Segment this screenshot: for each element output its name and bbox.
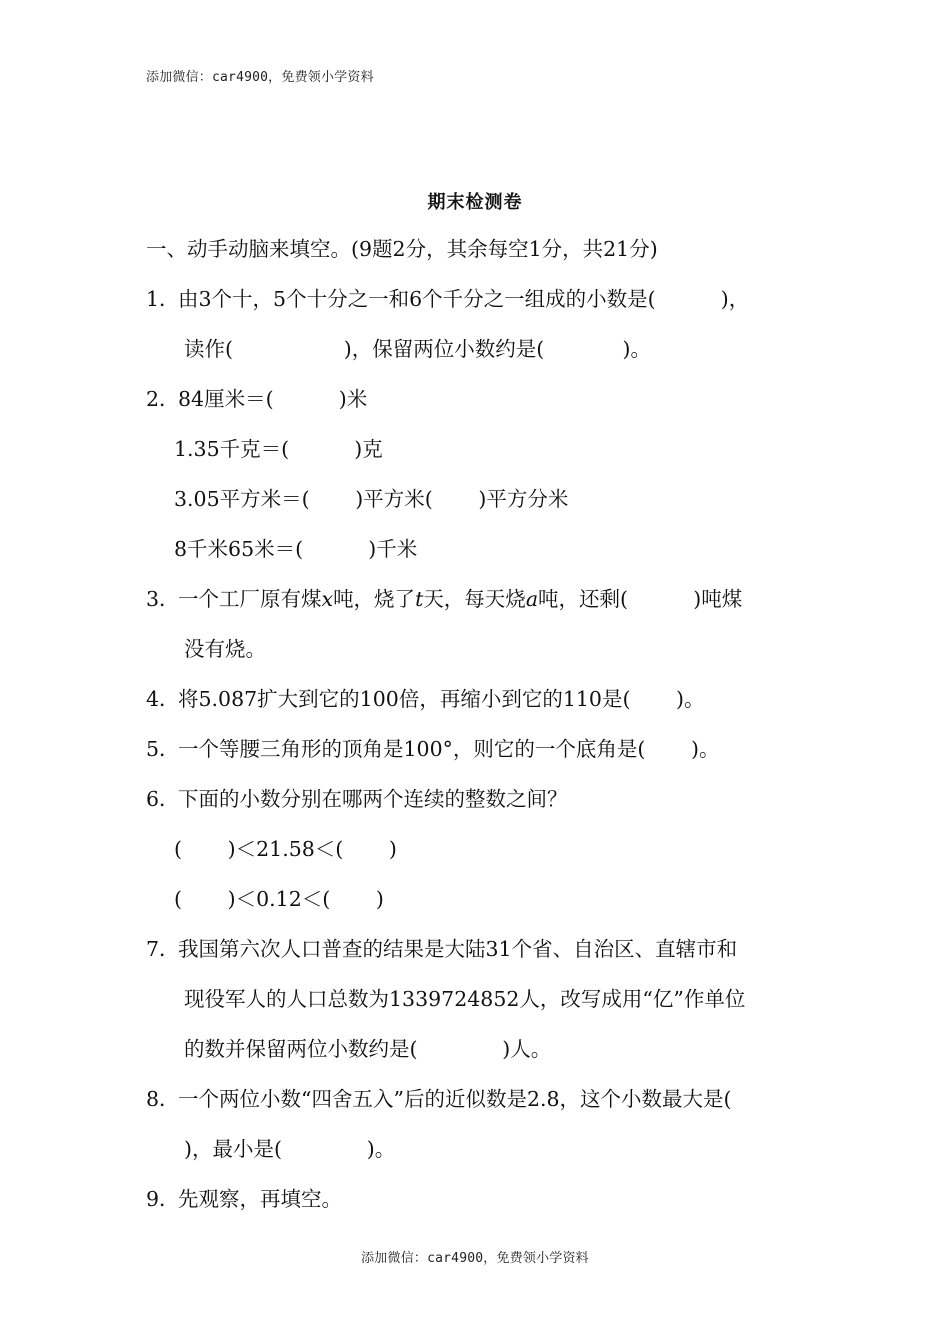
question-3: [146, 585, 742, 613]
question-number: 5．: [146, 737, 180, 761]
question-number: 6．: [146, 787, 180, 811]
watermark-bottom: 添加微信：car4900，免费领小学资料: [361, 1251, 589, 1266]
question-6-item-1: ( )＜21.58＜( ): [174, 837, 397, 861]
question-text: 将5.087扩大到它的100倍，再缩小到它的110是( )。: [178, 687, 705, 711]
question-3-continuation: 没有烧。: [184, 637, 266, 661]
page-title: 期末检测卷: [427, 192, 523, 213]
question-6-item-2: ( )＜0.12＜( ): [174, 887, 384, 911]
variable-t: t: [415, 587, 424, 611]
variable-a: a: [525, 587, 539, 611]
section-heading: 一、动手动脑来填空。(9题2分，其余每空1分，共21分): [146, 237, 658, 261]
question-number: 9．: [146, 1187, 180, 1211]
question-2: [146, 385, 367, 413]
question-2-item-4: 8千米65米＝( )千米: [174, 537, 418, 561]
question-8: [146, 1085, 732, 1113]
question-text-part: 吨，还剩( )吨煤: [538, 587, 743, 611]
question-number: 3．: [146, 587, 180, 611]
question-text: 下面的小数分别在哪两个连续的整数之间？: [178, 787, 568, 811]
question-2-item-2: 1.35千克＝( )克: [174, 437, 383, 461]
question-text: 一个两位小数“四舍五入”后的近似数是2.8，这个小数最大是(: [178, 1087, 732, 1111]
question-text: 我国第六次人口普查的结果是大陆31个省、自治区、直辖市和: [178, 937, 738, 961]
question-number: 1．: [146, 287, 180, 311]
question-number: 7．: [146, 937, 180, 961]
question-text: 由3个十，5个十分之一和6个千分之一组成的小数是( )，: [178, 287, 750, 311]
question-text: 先观察，再填空。: [178, 1187, 342, 1211]
question-5: [146, 735, 720, 763]
question-4: [146, 685, 705, 713]
question-text-part: 吨，烧了: [333, 587, 416, 611]
question-number: 2．: [146, 387, 180, 411]
question-7-continuation-1: 现役军人的人口总数为1339724852人，改写成用“亿”作单位: [184, 987, 746, 1011]
watermark-top: 添加微信：car4900，免费领小学资料: [146, 70, 374, 85]
question-number: 4．: [146, 687, 180, 711]
question-number: 8．: [146, 1087, 180, 1111]
question-8-continuation: )，最小是( )。: [184, 1137, 396, 1161]
question-text-part: 一个工厂原有煤: [178, 587, 322, 611]
question-2-item-3: 3.05平方米＝( )平方米( )平方分米: [174, 487, 569, 511]
question-7: [146, 935, 737, 963]
variable-x: x: [321, 587, 334, 611]
question-1-continuation: 读作( )，保留两位小数约是( )。: [184, 337, 651, 361]
question-1: [146, 285, 749, 313]
question-text: 84厘米＝( )米: [178, 387, 368, 411]
question-text-part: 天，每天烧: [423, 587, 526, 611]
question-9: [146, 1185, 342, 1213]
question-text: 一个等腰三角形的顶角是100°，则它的一个底角是( )。: [178, 737, 720, 761]
question-6: [146, 785, 568, 813]
question-7-continuation-2: 的数并保留两位小数约是( )人。: [184, 1037, 552, 1061]
